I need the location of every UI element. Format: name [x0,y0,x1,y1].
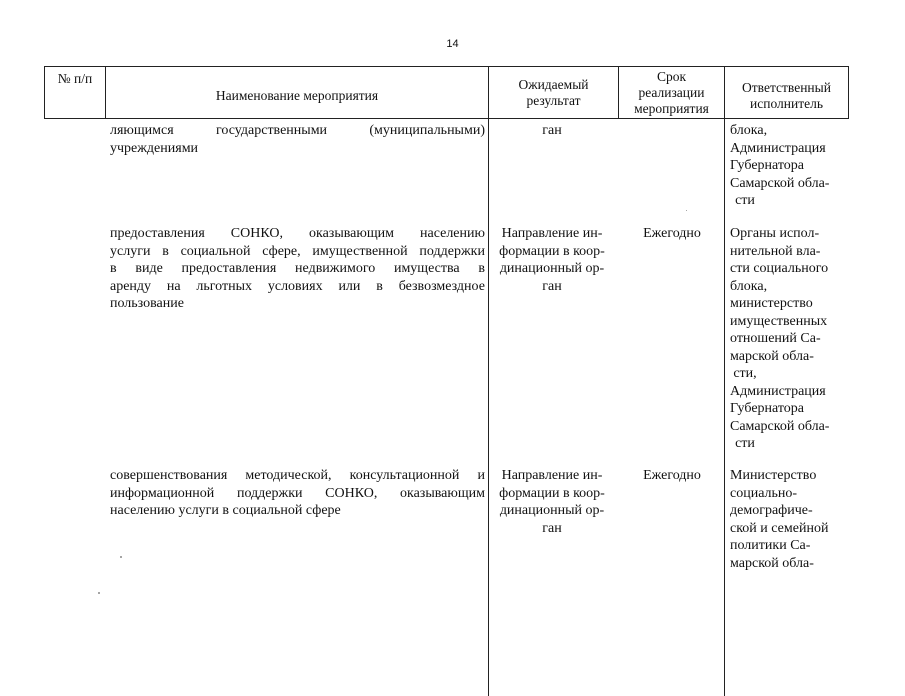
row-2-responsible-line: нительной вла- [730,243,821,259]
row-3-responsible-line: Министерство [730,468,817,483]
row-2-result-line: Направление ин- [501,226,603,241]
scan-speck [686,210,687,211]
word: методической, [245,468,332,483]
row-1-result [490,122,614,140]
word: социальной [180,243,251,259]
row-2-result-line: динационный ор- [499,261,605,276]
row-1-name-line: учреждениями [110,140,199,156]
row-2-term: Ежегодно [643,226,701,241]
row-1-responsible-line: Администрация [730,140,826,156]
word: недвижимого [295,261,376,276]
row-2-name [110,225,485,313]
row-2-responsible-line: отношений Са- [730,331,821,346]
word: предоставления [181,261,277,276]
header-number: № п/п [57,71,93,86]
row-3-responsible [730,467,844,572]
header-term-line: Срок [656,69,687,84]
row-2-name-line [110,278,485,296]
row-3-responsible-line: ской и семейной [730,520,829,536]
header-result-line: Ожидаемый [518,77,589,92]
row-2-responsible-line: сти социального [730,261,829,276]
word: в [162,243,169,259]
row-3-term: Ежегодно [643,468,701,483]
word: поддержки [419,243,485,259]
word: СОНКО, [230,226,283,241]
row-3-result [490,467,614,537]
word: информационной [110,485,215,501]
header-result-line: результат [526,93,581,108]
row-3-result-line: формации в коор- [499,485,605,501]
row-2-name-line [110,225,485,243]
row-2-result-line: ган [542,278,562,294]
row-2-responsible-line: блока, [730,278,768,294]
row-2-responsible-line: марской обла- [730,348,814,364]
row-2-result-line: формации в коор- [499,243,605,259]
row-2-responsible-line: Администрация [730,383,826,399]
word: услуги [110,243,151,259]
row-3-responsible-line: демографиче- [730,503,813,518]
word: на [166,278,181,294]
header-term-line: реализации [638,85,705,100]
row-2-responsible-line: министерство [730,296,813,311]
word: и [477,468,485,483]
row-2-result [490,225,614,295]
row-3-name-line [110,467,485,485]
row-2-name-line [110,243,485,261]
word: (муниципальными) [369,123,485,138]
word: аренду [110,278,152,294]
word: населению [420,226,485,241]
row-3-responsible-line: социально- [730,485,798,501]
row-1-name [110,122,485,157]
header-name: Наименование мероприятия [215,88,379,103]
word: СОНКО, [325,485,378,501]
row-2-responsible-line: Органы испол- [730,226,820,241]
row-3-result-line: Направление ин- [501,468,603,483]
page-number: 14 [446,38,459,50]
word: в [478,261,485,276]
header-responsible-line: исполнитель [750,96,823,111]
row-2-name-line: пользование [110,296,184,311]
row-2-name-line [110,260,485,278]
row-1-responsible [730,122,844,210]
row-2-responsible-line: Губернатора [730,401,805,416]
row-3-name-line [110,485,485,503]
row-1-responsible-line: Самарской обла- [730,175,830,191]
word: поддержки [236,485,303,501]
word: или [338,278,361,294]
word: безвозмездное [398,278,485,294]
row-2-responsible-line: сти, [733,366,757,381]
word: предоставления [110,226,205,241]
row-3-result-line: ган [542,520,562,536]
row-1-responsible-line: блока, [730,123,768,138]
word: в [110,261,117,276]
scan-speck [98,592,100,594]
row-3-responsible-line: политики Са- [730,538,811,553]
word: консультационной [349,468,460,483]
header-result [489,67,618,119]
row-2-responsible-line: сти [735,436,755,451]
row-3-name [110,467,485,520]
word: оказывающим [309,226,394,241]
row-3-name-line: населению услуги в социальной сфере [110,503,341,518]
row-2-responsible [730,225,844,453]
word: имущественной [312,243,408,259]
row-1-result-line: ган [542,123,562,138]
row-2-responsible-line: имущественных [730,313,828,329]
word: оказывающим [400,485,485,501]
header-term-line: мероприятия [634,101,709,116]
row-1-responsible-line: сти [735,193,755,208]
word: льготных [196,278,253,294]
word: в [376,278,383,294]
row-1-name-line [110,122,485,140]
word: виде [135,261,163,276]
row-3-responsible-line: марской обла- [730,555,814,571]
row-1-responsible-line: Губернатора [730,158,805,173]
word: государственными [216,123,328,138]
row-2-responsible-line: Самарской обла- [730,418,830,434]
header-responsible [725,67,848,119]
word: сфере, [262,243,301,259]
column-divider [724,66,725,696]
header-term [619,67,724,119]
header-responsible-line: Ответственный [742,80,831,95]
word: имущества [393,261,460,276]
word: ляющимся [110,123,174,138]
scan-speck [120,556,122,558]
word: совершенствования [110,468,228,483]
column-divider [488,66,489,696]
row-3-result-line: динационный ор- [499,503,605,518]
word: условиях [267,278,323,294]
